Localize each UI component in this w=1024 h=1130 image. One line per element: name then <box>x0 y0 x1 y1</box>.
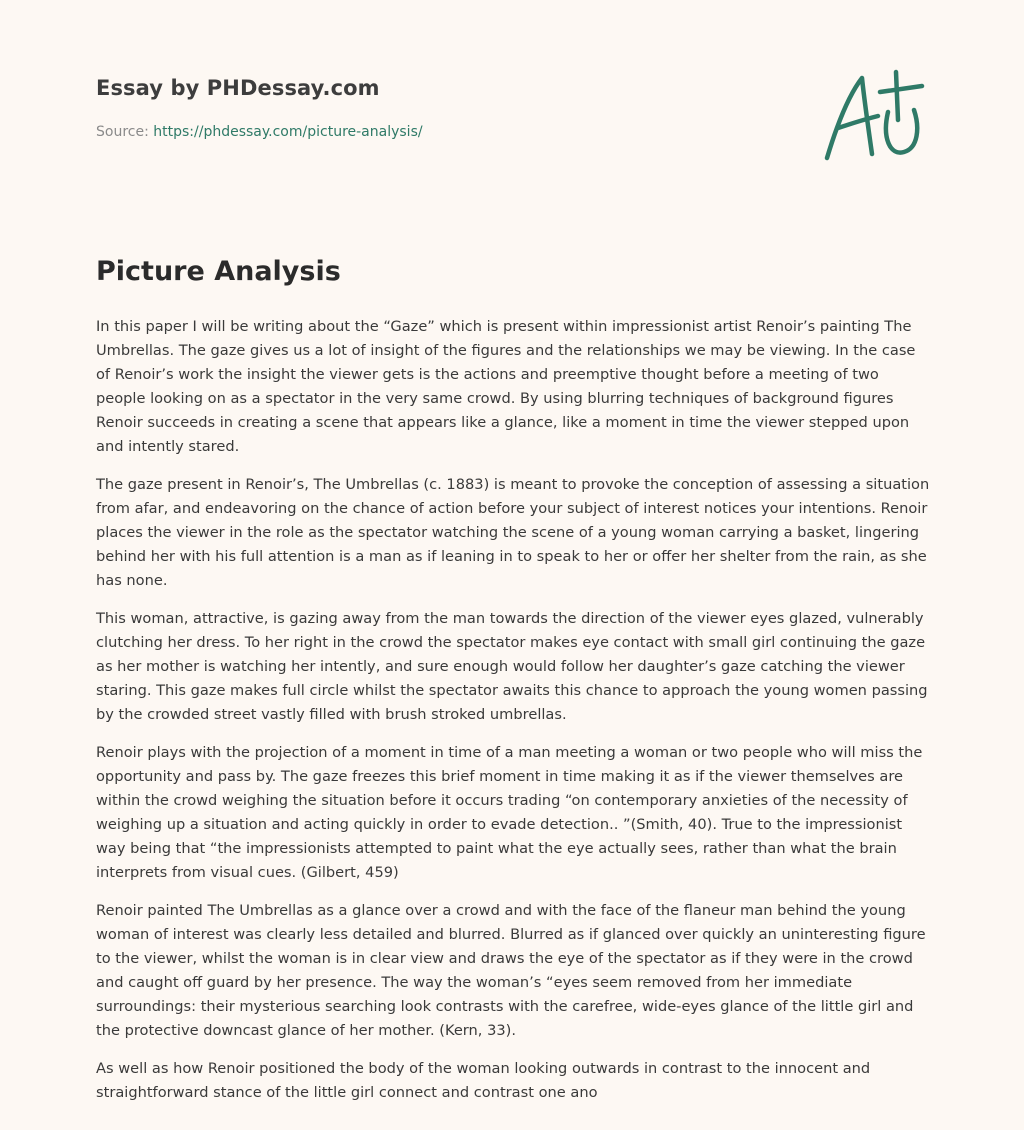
source-line <box>96 124 423 140</box>
source-label: Source: <box>96 124 154 140</box>
essay-paragraph: In this paper I will be writing about the “Gaze” which is present within impressionist artist Renoir’s painting The Umbrellas. The gaze gives us a lot of insight of the figures and the relationships we may be viewing. In the case of Renoir’s work the insight the viewer gets is the actions and preemptive thought before a meeting of two people looking on as a spectator in the very same crowd. By using blurring techniques of background figures Renoir succeeds in creating a scene that appears like a glance, like a moment in time the viewer stepped upon and intently stared. <box>96 318 916 455</box>
a-plus-logo-icon <box>822 68 926 164</box>
source-link[interactable]: https://phdessay.com/picture-analysis/ <box>153 124 423 140</box>
essay-paragraph: Renoir plays with the projection of a moment in time of a man meeting a woman or two people who will miss the opportunity and pass by. The gaze freezes this brief moment in time making it as if the viewer themselves are within the crowd weighing the situation before it occurs trading “on contemporary anxieties of the necessity of weighing up a situation and acting quickly in order to evade detection.. ”(Smith, 40). True to the impressionist way being that “the impressionists attempted to paint what the eye actually sees, rather than what the brain interprets from visual cues. (Gilbert, 459) <box>96 744 923 881</box>
site-title: Essay by PHDessay.com <box>96 76 380 100</box>
essay-paragraph: As well as how Renoir positioned the body of the woman looking outwards in contrast to the innocent and straightforward stance of the little girl connect and contrast one ano <box>96 1060 871 1101</box>
essay-paragraph: Renoir painted The Umbrellas as a glance over a crowd and with the face of the flaneur man behind the young woman of interest was clearly less detailed and blurred. Blurred as if glanced over quickly an uninteresting figure to the viewer, whilst the woman is in clear view and draws the eye of the spectator as if they were in the crowd and caught off guard by her presence. The way the woman’s “eyes seem removed from her immediate surroundings: their mysterious searching look contrasts with the carefree, wide-eyes glance of the little girl and the protective downcast glance of her mother. (Kern, 33). <box>96 902 926 1039</box>
essay-title: Picture Analysis <box>96 256 341 287</box>
essay-body <box>96 315 930 1119</box>
essay-paragraph: This woman, attractive, is gazing away from the man towards the direction of the viewer eyes glazed, vulnerably clutching her dress. To her right in the crowd the spectator makes eye contact with small girl continuing the gaze as her mother is watching her intently, and sure enough would follow her daughter’s gaze catching the viewer staring. This gaze makes full circle whilst the spectator awaits this chance to approach the young women passing by the crowded street vastly filled with brush stroked umbrellas. <box>96 610 928 723</box>
essay-paragraph: The gaze present in Renoir’s, The Umbrellas (c. 1883) is meant to provoke the conception of assessing a situation from afar, and endeavoring on the chance of action before your subject of interest notices your intentions. Renoir places the viewer in the role as the spectator watching the scene of a young woman carrying a basket, lingering behind her with his full attention is a man as if leaning in to speak to her or offer her shelter from the rain, as she has none. <box>96 476 930 589</box>
